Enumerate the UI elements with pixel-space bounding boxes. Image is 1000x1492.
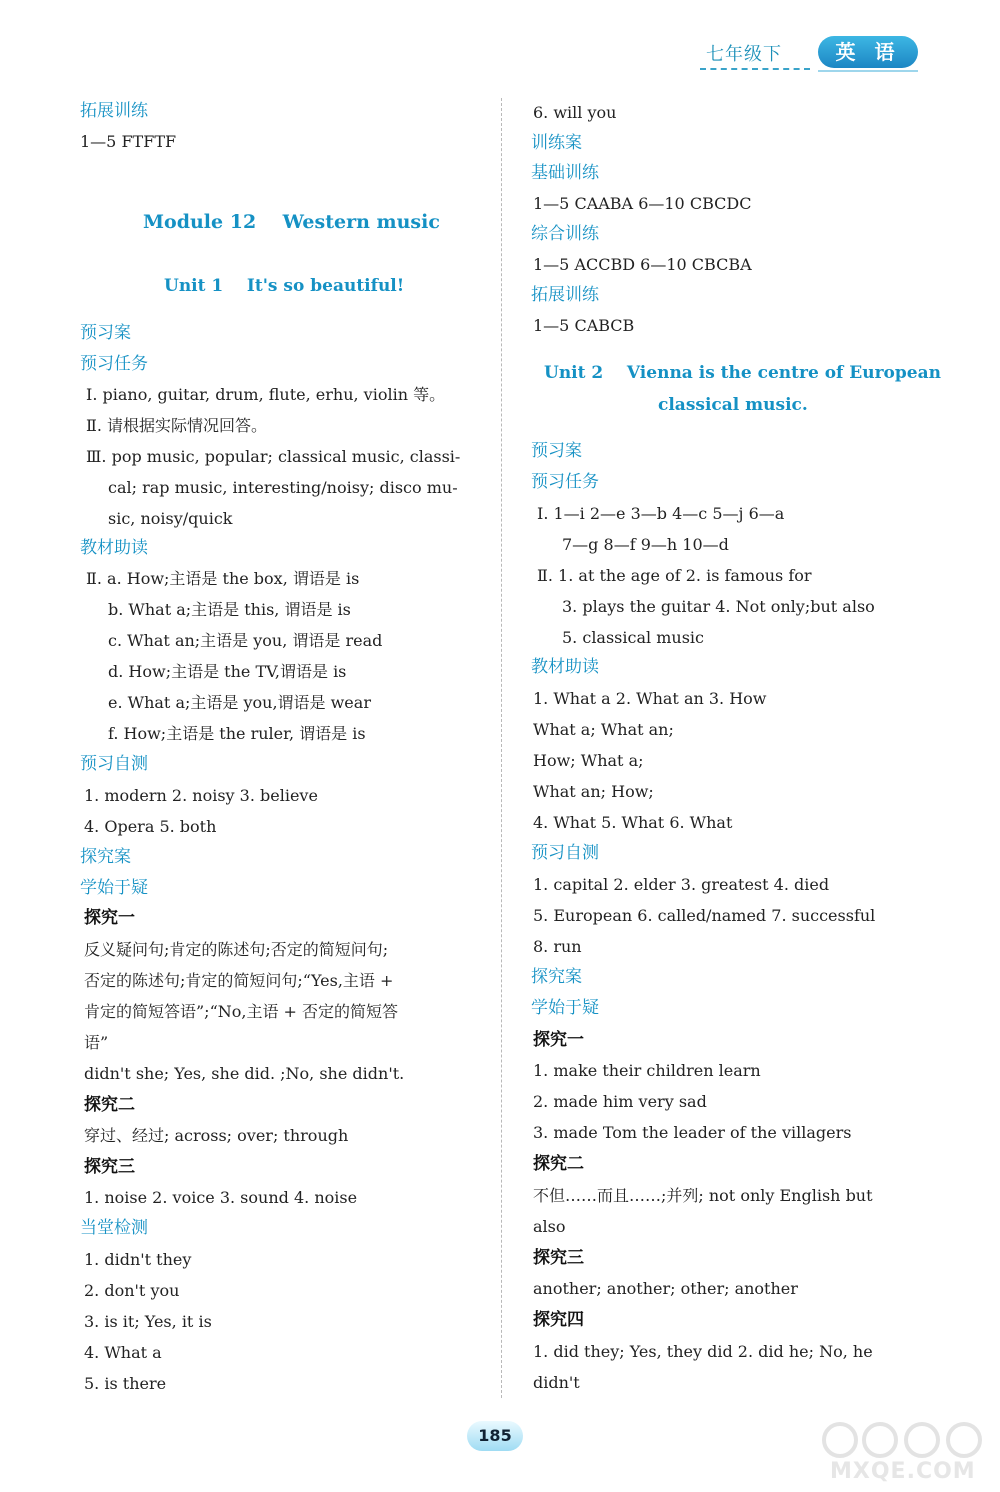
unit-title: Unit 2 Vienna is the centre of European [544, 363, 941, 383]
answer-line: didn't she; Yes, she did. ;No, she didn't. [84, 1064, 405, 1083]
unit-title: Unit 1 It's so beautiful! [164, 276, 405, 296]
answer-line: cal; rap music, interesting/noisy; disco mu- [108, 478, 458, 497]
section-heading: 预习案 [80, 323, 131, 343]
answer-line: 1. did they; Yes, they did 2. did he; No, he [533, 1342, 873, 1361]
section-heading: 教材助读 [531, 657, 599, 677]
answer-line: another; another; other; another [533, 1279, 798, 1298]
section-heading: 预习任务 [80, 354, 148, 374]
answer-line: Ⅱ. 请根据实际情况回答。 [86, 416, 268, 435]
answer-line: 1—5 CAABA 6—10 CBCDC [533, 194, 752, 213]
answer-line: 1. What a 2. What an 3. How [533, 689, 767, 708]
answer-line: 3. is it; Yes, it is [84, 1312, 212, 1331]
section-heading: 拓展训练 [531, 285, 599, 305]
answer-line: f. How;主语是 the ruler, 谓语是 is [108, 724, 366, 743]
answer-line: 1. noise 2. voice 3. sound 4. noise [84, 1188, 358, 1207]
section-heading: 探究案 [531, 967, 582, 987]
answer-line: Ⅰ. 1—i 2—e 3—b 4—c 5—j 6—a [537, 504, 785, 523]
answer-line: didn't [533, 1373, 580, 1392]
section-heading: 拓展训练 [80, 101, 148, 121]
answer-line: 1. capital 2. elder 3. greatest 4. died [533, 875, 830, 894]
answer-line: Ⅲ. pop music, popular; classical music, classi- [86, 447, 461, 466]
section-heading: 当堂检测 [80, 1218, 148, 1238]
unit-title-continued: classical music. [658, 395, 808, 415]
answer-line: 1. make their children learn [533, 1061, 761, 1080]
answer-line: Ⅱ. a. How;主语是 the box, 谓语是 is [86, 569, 360, 588]
answer-line: 2. don't you [84, 1281, 180, 1300]
subsection-heading: 探究一 [533, 1030, 584, 1050]
section-heading: 基础训练 [531, 163, 599, 183]
answer-line: How; What a; [533, 751, 644, 770]
answer-line: c. What an;主语是 you, 谓语是 read [108, 631, 383, 650]
header-underline [818, 70, 918, 72]
answer-line: Ⅱ. 1. at the age of 2. is famous for [537, 566, 812, 585]
answer-line: 反义疑问句;肯定的陈述句;否定的简短问句; [84, 940, 389, 959]
answer-line: 2. made him very sad [533, 1092, 707, 1111]
column-divider [501, 98, 502, 1398]
answer-line: 5. classical music [562, 628, 704, 647]
answer-line: d. How;主语是 the TV,谓语是 is [108, 662, 347, 681]
answer-line: 4. What 5. What 6. What [533, 813, 733, 832]
subsection-heading: 探究三 [533, 1248, 584, 1268]
answer-line: 语” [84, 1033, 109, 1052]
answer-line: b. What a;主语是 this, 谓语是 is [108, 600, 351, 619]
answer-line: 8. run [533, 937, 582, 956]
answer-line: 7—g 8—f 9—h 10—d [562, 535, 729, 554]
answer-line: 6. will you [533, 103, 617, 122]
answer-line: sic, noisy/quick [108, 509, 233, 528]
module-title: Module 12 Western music [143, 211, 440, 233]
section-heading: 学始于疑 [531, 998, 599, 1018]
section-heading: 预习自测 [80, 754, 148, 774]
subsection-heading: 探究二 [533, 1154, 584, 1174]
answer-line: 4. What a [84, 1343, 162, 1362]
header-grade: 七年级下 [706, 44, 782, 65]
answer-line: 3. made Tom the leader of the villagers [533, 1123, 852, 1142]
answer-line: What a; What an; [533, 720, 674, 739]
answer-line: Ⅰ. piano, guitar, drum, flute, erhu, violin 等。 [86, 385, 446, 404]
section-heading: 预习任务 [531, 472, 599, 492]
answer-line: What an; How; [533, 782, 654, 801]
section-heading: 教材助读 [80, 538, 148, 558]
section-heading: 预习自测 [531, 843, 599, 863]
subsection-heading: 探究三 [84, 1157, 135, 1177]
answer-line: 3. plays the guitar 4. Not only;but also [562, 597, 875, 616]
section-heading: 训练案 [531, 133, 582, 153]
answer-line: 1. didn't they [84, 1250, 192, 1269]
subject-badge: 英 语 [818, 36, 918, 68]
answer-line: 1—5 CABCB [533, 316, 635, 335]
header-divider [700, 68, 810, 70]
section-heading: 综合训练 [531, 224, 599, 244]
subsection-heading: 探究一 [84, 908, 135, 928]
answer-line: 1—5 ACCBD 6—10 CBCBA [533, 255, 752, 274]
answer-line: also [533, 1217, 566, 1236]
answer-line: 5. is there [84, 1374, 167, 1393]
answer-line: e. What a;主语是 you,谓语是 wear [108, 693, 371, 712]
section-heading: 预习案 [531, 441, 582, 461]
answer-line: 4. Opera 5. both [84, 817, 217, 836]
answer-line: 否定的陈述句;肯定的简短问句;“Yes,主语 + [84, 971, 394, 990]
answer-line: 穿过、经过; across; over; through [84, 1126, 349, 1145]
subsection-heading: 探究二 [84, 1095, 135, 1115]
answer-line: 1. modern 2. noisy 3. believe [84, 786, 318, 805]
answer-line: 肯定的简短答语”;“No,主语 + 否定的简短答 [84, 1002, 399, 1021]
watermark-text: MXQE.COM [830, 1459, 976, 1484]
section-heading: 学始于疑 [80, 878, 148, 898]
page-number: 185 [467, 1421, 523, 1451]
answer-line: 5. European 6. called/named 7. successful [533, 906, 876, 925]
section-heading: 探究案 [80, 847, 131, 867]
answer-line: 不但……而且……;并列; not only English but [533, 1186, 873, 1205]
answer-line: 1—5 FTFTF [80, 132, 177, 151]
subsection-heading: 探究四 [533, 1310, 584, 1330]
